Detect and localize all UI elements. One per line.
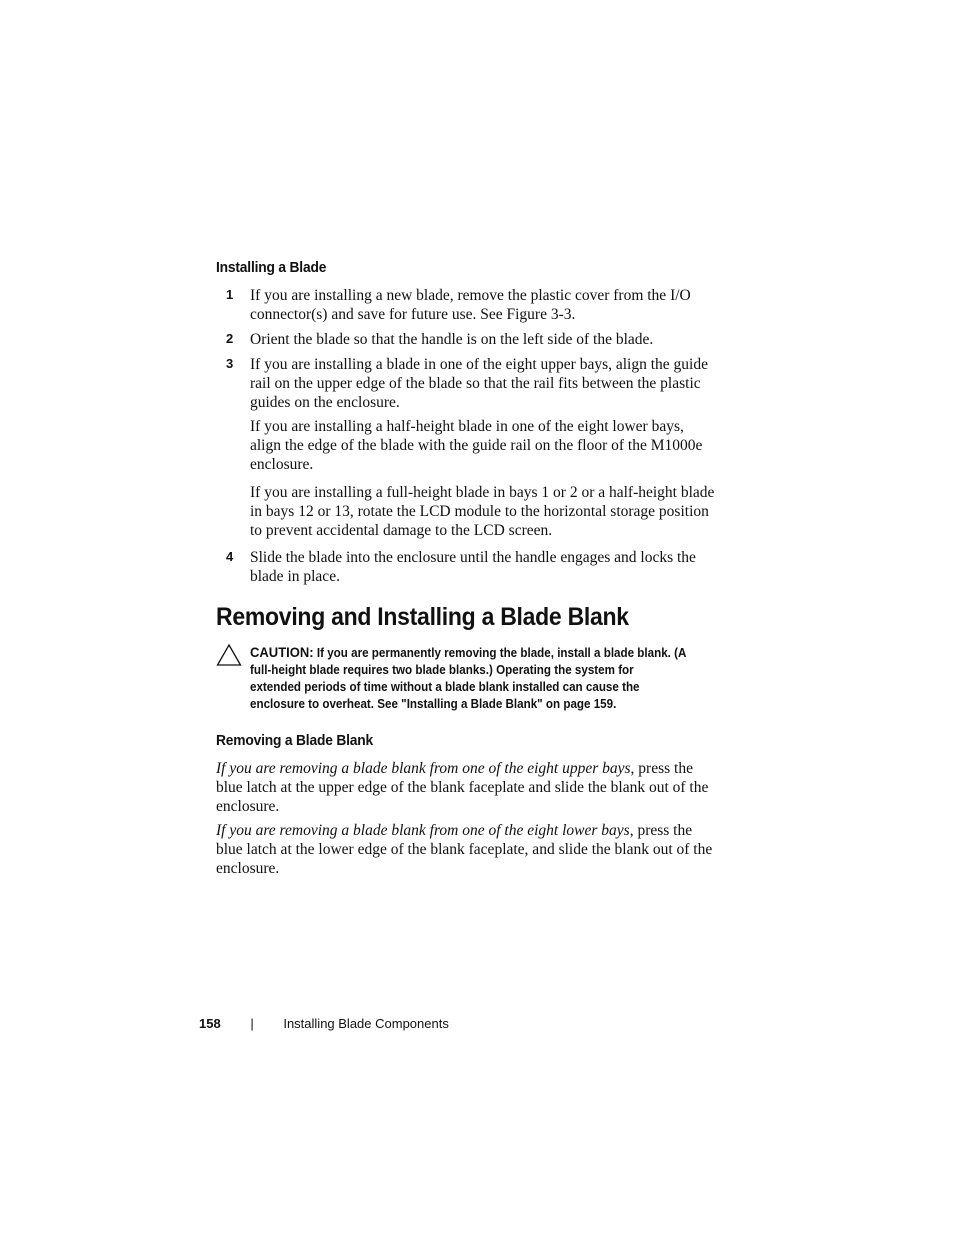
step-text: Orient the blade so that the handle is on the left side of the blade.: [250, 331, 654, 348]
paragraph-italic-lead: If you are removing a blade blank from one of the eight upper bays: [216, 760, 631, 777]
step-text: Slide the blade into the enclosure until the handle engages and locks the blade in place.: [250, 549, 696, 585]
step-number: 3: [226, 356, 234, 371]
step-item: [216, 330, 716, 349]
step-number: 4: [226, 549, 234, 564]
body-paragraph: [216, 821, 716, 878]
caution-text: If you are permanently removing the blade, install a blade blank. (A full-height blade requires two blade blanks.) Operating the system for extended periods of time without a blade blank installed can cause the enclosure to overheat. See "Installing a Blade Blank" on page 159.: [250, 646, 686, 711]
caution-notice: [250, 644, 687, 713]
step-text: If you are installing a blade in one of the eight upper bays, align the guide rail on the upper edge of the blade so that the rail fits between the plastic guides on the enclosure.: [250, 356, 708, 411]
step-item: [216, 548, 716, 586]
page-footer: [199, 1016, 449, 1031]
step-number: 2: [226, 331, 234, 346]
section-heading: Installing a Blade: [216, 259, 327, 276]
main-heading: Removing and Installing a Blade Blank: [216, 603, 629, 631]
chapter-title: Installing Blade Components: [283, 1016, 449, 1031]
step-subparagraph: If you are installing a half-height blade in one of the eight lower bays, align the edge of the blade with the guide rail on the floor of the M1000e enclosure.: [250, 418, 703, 473]
paragraph-italic-lead: If you are removing a blade blank from one of the eight lower bays: [216, 822, 630, 839]
subsection-heading: Removing a Blade Blank: [216, 732, 374, 749]
caution-label: CAUTION:: [250, 644, 314, 660]
paragraph-text: , press the blue latch at the lower edge of the blank faceplate, and slide the blank out of the enclosure.: [216, 822, 713, 877]
step-number: 1: [226, 287, 234, 302]
step-text: If you are installing a new blade, remove the plastic cover from the I/O connector(s) and save for future use. See Figure 3-3.: [250, 287, 691, 323]
body-paragraph: [216, 759, 716, 816]
step-item: [216, 286, 716, 324]
footer-separator: |: [250, 1016, 254, 1031]
paragraph-text: , press the blue latch at the upper edge of the blank faceplate and slide the blank out of the enclosure.: [216, 760, 709, 815]
caution-triangle-icon: [216, 643, 242, 667]
step-item: [216, 355, 716, 412]
step-subparagraph: If you are installing a full-height blade in bays 1 or 2 or a half-height blade in bays 12 or 13, rotate the LCD module to the horizontal storage position to prevent accidental damage to the LCD screen.: [250, 484, 715, 539]
page-number: 158: [199, 1016, 221, 1031]
